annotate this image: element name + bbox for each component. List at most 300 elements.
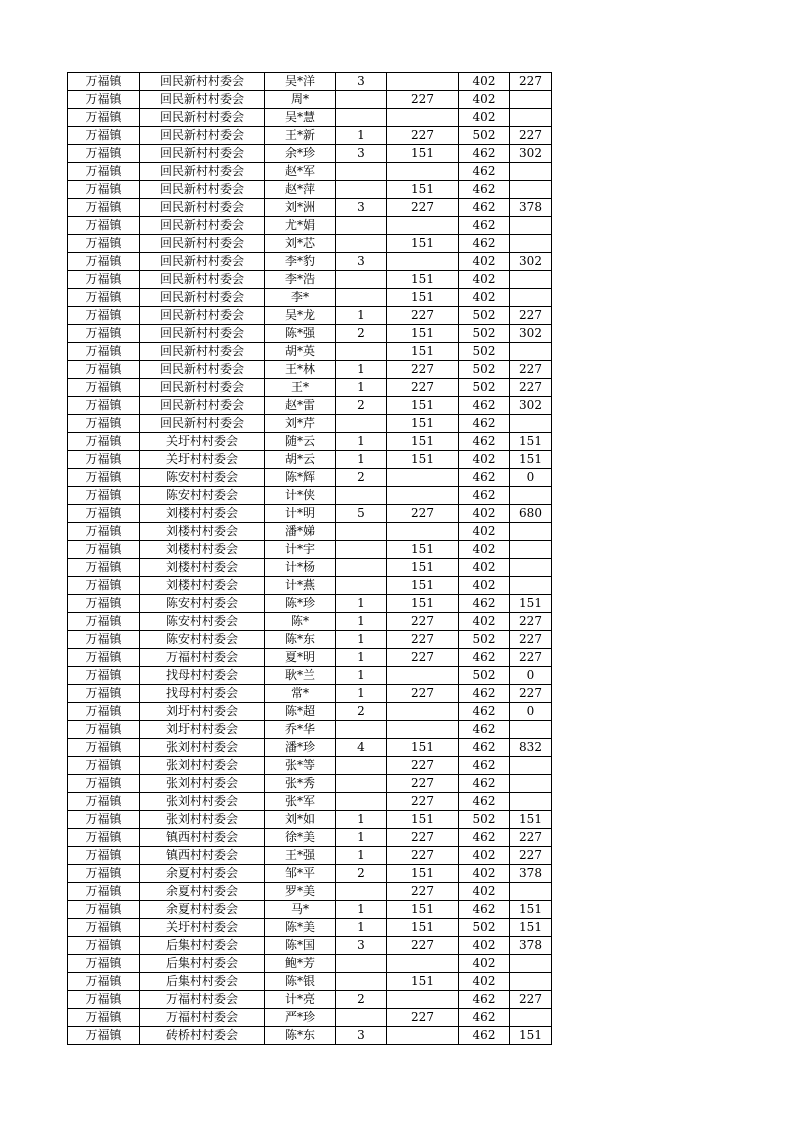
town-cell: 万福镇 xyxy=(68,883,140,901)
table-row xyxy=(68,199,552,217)
count-cell xyxy=(336,559,387,577)
amount-b-cell: 402 xyxy=(459,289,510,307)
name-cell: 吴*洋 xyxy=(265,73,336,91)
village-cell: 刘圩村村委会 xyxy=(140,703,265,721)
amount-c-cell: 227 xyxy=(510,307,552,325)
village-cell: 回民新村村委会 xyxy=(140,415,265,433)
name-cell: 计*杨 xyxy=(265,559,336,577)
table-row xyxy=(68,271,552,289)
data-table xyxy=(67,72,552,1045)
amount-c-cell xyxy=(510,559,552,577)
count-cell: 2 xyxy=(336,325,387,343)
amount-b-cell: 402 xyxy=(459,973,510,991)
town-cell: 万福镇 xyxy=(68,559,140,577)
village-cell: 回民新村村委会 xyxy=(140,199,265,217)
amount-a-cell xyxy=(387,523,459,541)
count-cell: 3 xyxy=(336,145,387,163)
town-cell: 万福镇 xyxy=(68,217,140,235)
name-cell: 潘*娣 xyxy=(265,523,336,541)
amount-a-cell: 151 xyxy=(387,181,459,199)
amount-c-cell xyxy=(510,289,552,307)
village-cell: 回民新村村委会 xyxy=(140,145,265,163)
name-cell: 王* xyxy=(265,379,336,397)
count-cell: 3 xyxy=(336,199,387,217)
village-cell: 找母村村委会 xyxy=(140,685,265,703)
name-cell: 耿*兰 xyxy=(265,667,336,685)
amount-c-cell: 151 xyxy=(510,595,552,613)
town-cell: 万福镇 xyxy=(68,541,140,559)
amount-b-cell: 402 xyxy=(459,523,510,541)
amount-b-cell: 402 xyxy=(459,505,510,523)
amount-a-cell xyxy=(387,991,459,1009)
count-cell xyxy=(336,289,387,307)
village-cell: 刘楼村村委会 xyxy=(140,577,265,595)
village-cell: 陈安村村委会 xyxy=(140,613,265,631)
amount-c-cell xyxy=(510,955,552,973)
amount-b-cell: 462 xyxy=(459,721,510,739)
table-row xyxy=(68,865,552,883)
village-cell: 回民新村村委会 xyxy=(140,163,265,181)
amount-a-cell: 227 xyxy=(387,775,459,793)
village-cell: 回民新村村委会 xyxy=(140,307,265,325)
amount-b-cell: 402 xyxy=(459,253,510,271)
table-row xyxy=(68,163,552,181)
village-cell: 镇西村村委会 xyxy=(140,829,265,847)
name-cell: 计*燕 xyxy=(265,577,336,595)
amount-a-cell: 227 xyxy=(387,127,459,145)
town-cell: 万福镇 xyxy=(68,181,140,199)
count-cell: 1 xyxy=(336,631,387,649)
amount-b-cell: 402 xyxy=(459,865,510,883)
count-cell xyxy=(336,217,387,235)
table-row xyxy=(68,469,552,487)
table-row xyxy=(68,937,552,955)
count-cell: 1 xyxy=(336,919,387,937)
town-cell: 万福镇 xyxy=(68,793,140,811)
table-row xyxy=(68,577,552,595)
amount-b-cell: 402 xyxy=(459,955,510,973)
village-cell: 余夏村村委会 xyxy=(140,883,265,901)
count-cell: 3 xyxy=(336,1027,387,1045)
table-row xyxy=(68,667,552,685)
amount-c-cell: 151 xyxy=(510,901,552,919)
count-cell: 1 xyxy=(336,379,387,397)
town-cell: 万福镇 xyxy=(68,631,140,649)
amount-c-cell: 0 xyxy=(510,703,552,721)
amount-b-cell: 462 xyxy=(459,685,510,703)
table-row xyxy=(68,991,552,1009)
name-cell: 计*侠 xyxy=(265,487,336,505)
amount-a-cell: 151 xyxy=(387,541,459,559)
village-cell: 回民新村村委会 xyxy=(140,217,265,235)
count-cell: 3 xyxy=(336,73,387,91)
table-row xyxy=(68,415,552,433)
amount-a-cell xyxy=(387,703,459,721)
name-cell: 徐*美 xyxy=(265,829,336,847)
town-cell: 万福镇 xyxy=(68,235,140,253)
count-cell xyxy=(336,235,387,253)
amount-b-cell: 462 xyxy=(459,487,510,505)
count-cell: 5 xyxy=(336,505,387,523)
count-cell xyxy=(336,523,387,541)
name-cell: 李*浩 xyxy=(265,271,336,289)
name-cell: 陈*辉 xyxy=(265,469,336,487)
amount-c-cell: 227 xyxy=(510,361,552,379)
amount-b-cell: 462 xyxy=(459,1009,510,1027)
village-cell: 回民新村村委会 xyxy=(140,325,265,343)
table-row xyxy=(68,361,552,379)
table-row xyxy=(68,397,552,415)
table-row xyxy=(68,91,552,109)
table-row xyxy=(68,631,552,649)
village-cell: 后集村村委会 xyxy=(140,973,265,991)
name-cell: 罗*美 xyxy=(265,883,336,901)
count-cell: 1 xyxy=(336,649,387,667)
amount-c-cell xyxy=(510,343,552,361)
count-cell xyxy=(336,181,387,199)
amount-b-cell: 462 xyxy=(459,703,510,721)
amount-c-cell xyxy=(510,235,552,253)
name-cell: 王*强 xyxy=(265,847,336,865)
town-cell: 万福镇 xyxy=(68,775,140,793)
table-row xyxy=(68,775,552,793)
amount-b-cell: 502 xyxy=(459,919,510,937)
amount-a-cell: 151 xyxy=(387,325,459,343)
amount-c-cell xyxy=(510,577,552,595)
amount-a-cell: 227 xyxy=(387,847,459,865)
amount-a-cell: 151 xyxy=(387,235,459,253)
amount-a-cell: 227 xyxy=(387,757,459,775)
amount-b-cell: 402 xyxy=(459,451,510,469)
town-cell: 万福镇 xyxy=(68,865,140,883)
amount-b-cell: 402 xyxy=(459,883,510,901)
amount-a-cell: 227 xyxy=(387,505,459,523)
table-row xyxy=(68,613,552,631)
name-cell: 胡*英 xyxy=(265,343,336,361)
amount-a-cell xyxy=(387,667,459,685)
name-cell: 吴*慧 xyxy=(265,109,336,127)
count-cell xyxy=(336,343,387,361)
count-cell xyxy=(336,271,387,289)
amount-c-cell: 151 xyxy=(510,1027,552,1045)
village-cell: 回民新村村委会 xyxy=(140,379,265,397)
count-cell xyxy=(336,973,387,991)
table-row xyxy=(68,973,552,991)
name-cell: 李* xyxy=(265,289,336,307)
village-cell: 回民新村村委会 xyxy=(140,361,265,379)
table-row xyxy=(68,379,552,397)
town-cell: 万福镇 xyxy=(68,523,140,541)
amount-a-cell: 151 xyxy=(387,973,459,991)
amount-a-cell: 151 xyxy=(387,901,459,919)
village-cell: 回民新村村委会 xyxy=(140,343,265,361)
village-cell: 刘楼村村委会 xyxy=(140,541,265,559)
table-row xyxy=(68,901,552,919)
count-cell: 1 xyxy=(336,667,387,685)
town-cell: 万福镇 xyxy=(68,145,140,163)
count-cell: 4 xyxy=(336,739,387,757)
amount-b-cell: 402 xyxy=(459,73,510,91)
village-cell: 回民新村村委会 xyxy=(140,181,265,199)
amount-c-cell xyxy=(510,793,552,811)
name-cell: 陈*东 xyxy=(265,1027,336,1045)
name-cell: 刘*如 xyxy=(265,811,336,829)
village-cell: 回民新村村委会 xyxy=(140,397,265,415)
village-cell: 万福村村委会 xyxy=(140,1009,265,1027)
town-cell: 万福镇 xyxy=(68,325,140,343)
amount-b-cell: 462 xyxy=(459,217,510,235)
village-cell: 张刘村村委会 xyxy=(140,811,265,829)
name-cell: 刘*芯 xyxy=(265,235,336,253)
amount-c-cell: 378 xyxy=(510,865,552,883)
village-cell: 陈安村村委会 xyxy=(140,631,265,649)
count-cell: 3 xyxy=(336,937,387,955)
amount-a-cell: 227 xyxy=(387,307,459,325)
town-cell: 万福镇 xyxy=(68,1009,140,1027)
amount-b-cell: 502 xyxy=(459,667,510,685)
amount-a-cell xyxy=(387,217,459,235)
amount-a-cell: 227 xyxy=(387,361,459,379)
amount-c-cell: 227 xyxy=(510,631,552,649)
name-cell: 张*秀 xyxy=(265,775,336,793)
village-cell: 找母村村委会 xyxy=(140,667,265,685)
amount-b-cell: 402 xyxy=(459,847,510,865)
amount-a-cell: 151 xyxy=(387,271,459,289)
amount-c-cell: 227 xyxy=(510,847,552,865)
amount-c-cell xyxy=(510,217,552,235)
table-row xyxy=(68,541,552,559)
table-row xyxy=(68,919,552,937)
village-cell: 后集村村委会 xyxy=(140,937,265,955)
village-cell: 回民新村村委会 xyxy=(140,289,265,307)
name-cell: 陈*美 xyxy=(265,919,336,937)
town-cell: 万福镇 xyxy=(68,739,140,757)
village-cell: 后集村村委会 xyxy=(140,955,265,973)
count-cell: 2 xyxy=(336,703,387,721)
amount-b-cell: 462 xyxy=(459,397,510,415)
count-cell xyxy=(336,775,387,793)
amount-a-cell xyxy=(387,109,459,127)
village-cell: 关圩村村委会 xyxy=(140,919,265,937)
count-cell: 1 xyxy=(336,901,387,919)
town-cell: 万福镇 xyxy=(68,433,140,451)
count-cell xyxy=(336,487,387,505)
amount-b-cell: 402 xyxy=(459,541,510,559)
town-cell: 万福镇 xyxy=(68,163,140,181)
town-cell: 万福镇 xyxy=(68,379,140,397)
amount-a-cell: 227 xyxy=(387,199,459,217)
amount-a-cell xyxy=(387,721,459,739)
count-cell xyxy=(336,757,387,775)
amount-c-cell: 0 xyxy=(510,469,552,487)
amount-a-cell: 227 xyxy=(387,829,459,847)
table-row xyxy=(68,955,552,973)
town-cell: 万福镇 xyxy=(68,829,140,847)
town-cell: 万福镇 xyxy=(68,109,140,127)
table-row xyxy=(68,595,552,613)
village-cell: 刘楼村村委会 xyxy=(140,523,265,541)
amount-b-cell: 462 xyxy=(459,415,510,433)
amount-c-cell: 227 xyxy=(510,991,552,1009)
table-row xyxy=(68,721,552,739)
amount-a-cell: 151 xyxy=(387,811,459,829)
amount-b-cell: 462 xyxy=(459,793,510,811)
count-cell: 1 xyxy=(336,811,387,829)
town-cell: 万福镇 xyxy=(68,919,140,937)
town-cell: 万福镇 xyxy=(68,361,140,379)
table-row xyxy=(68,1027,552,1045)
amount-b-cell: 462 xyxy=(459,1027,510,1045)
count-cell: 1 xyxy=(336,847,387,865)
name-cell: 赵*雷 xyxy=(265,397,336,415)
amount-c-cell xyxy=(510,181,552,199)
amount-b-cell: 462 xyxy=(459,991,510,1009)
table-row xyxy=(68,235,552,253)
town-cell: 万福镇 xyxy=(68,451,140,469)
name-cell: 尤*娟 xyxy=(265,217,336,235)
table-row xyxy=(68,145,552,163)
amount-a-cell: 151 xyxy=(387,451,459,469)
amount-c-cell: 302 xyxy=(510,145,552,163)
amount-c-cell xyxy=(510,523,552,541)
count-cell: 1 xyxy=(336,685,387,703)
name-cell: 吴*龙 xyxy=(265,307,336,325)
count-cell: 1 xyxy=(336,451,387,469)
amount-c-cell: 227 xyxy=(510,127,552,145)
amount-c-cell: 227 xyxy=(510,379,552,397)
amount-a-cell xyxy=(387,1027,459,1045)
town-cell: 万福镇 xyxy=(68,397,140,415)
village-cell: 回民新村村委会 xyxy=(140,271,265,289)
amount-a-cell: 151 xyxy=(387,919,459,937)
town-cell: 万福镇 xyxy=(68,505,140,523)
town-cell: 万福镇 xyxy=(68,415,140,433)
table-row xyxy=(68,847,552,865)
count-cell xyxy=(336,415,387,433)
town-cell: 万福镇 xyxy=(68,127,140,145)
amount-c-cell xyxy=(510,163,552,181)
amount-a-cell: 151 xyxy=(387,433,459,451)
amount-b-cell: 502 xyxy=(459,379,510,397)
amount-c-cell: 378 xyxy=(510,199,552,217)
town-cell: 万福镇 xyxy=(68,685,140,703)
village-cell: 刘楼村村委会 xyxy=(140,505,265,523)
count-cell: 1 xyxy=(336,361,387,379)
amount-a-cell: 227 xyxy=(387,937,459,955)
town-cell: 万福镇 xyxy=(68,199,140,217)
count-cell xyxy=(336,1009,387,1027)
town-cell: 万福镇 xyxy=(68,1027,140,1045)
name-cell: 鲍*芳 xyxy=(265,955,336,973)
name-cell: 邹*平 xyxy=(265,865,336,883)
amount-b-cell: 402 xyxy=(459,613,510,631)
name-cell: 夏*明 xyxy=(265,649,336,667)
amount-b-cell: 462 xyxy=(459,163,510,181)
amount-a-cell xyxy=(387,469,459,487)
amount-a-cell: 227 xyxy=(387,685,459,703)
name-cell: 刘*芹 xyxy=(265,415,336,433)
amount-c-cell: 151 xyxy=(510,451,552,469)
amount-c-cell: 151 xyxy=(510,433,552,451)
count-cell: 3 xyxy=(336,253,387,271)
table-row xyxy=(68,289,552,307)
name-cell: 陈*超 xyxy=(265,703,336,721)
table-row xyxy=(68,451,552,469)
amount-a-cell: 227 xyxy=(387,91,459,109)
table-row xyxy=(68,757,552,775)
name-cell: 王*林 xyxy=(265,361,336,379)
town-cell: 万福镇 xyxy=(68,73,140,91)
village-cell: 张刘村村委会 xyxy=(140,757,265,775)
amount-c-cell xyxy=(510,487,552,505)
amount-b-cell: 402 xyxy=(459,109,510,127)
name-cell: 严*珍 xyxy=(265,1009,336,1027)
town-cell: 万福镇 xyxy=(68,991,140,1009)
town-cell: 万福镇 xyxy=(68,487,140,505)
table-row xyxy=(68,73,552,91)
name-cell: 陈*国 xyxy=(265,937,336,955)
village-cell: 张刘村村委会 xyxy=(140,775,265,793)
table-row xyxy=(68,109,552,127)
amount-a-cell: 151 xyxy=(387,415,459,433)
name-cell: 常* xyxy=(265,685,336,703)
name-cell: 计*宇 xyxy=(265,541,336,559)
name-cell: 赵*萍 xyxy=(265,181,336,199)
town-cell: 万福镇 xyxy=(68,955,140,973)
amount-b-cell: 462 xyxy=(459,775,510,793)
count-cell xyxy=(336,91,387,109)
village-cell: 刘楼村村委会 xyxy=(140,559,265,577)
amount-b-cell: 402 xyxy=(459,271,510,289)
amount-b-cell: 462 xyxy=(459,595,510,613)
name-cell: 刘*洲 xyxy=(265,199,336,217)
count-cell: 2 xyxy=(336,991,387,1009)
amount-c-cell: 0 xyxy=(510,667,552,685)
village-cell: 回民新村村委会 xyxy=(140,73,265,91)
count-cell: 2 xyxy=(336,865,387,883)
amount-c-cell xyxy=(510,1009,552,1027)
name-cell: 余*珍 xyxy=(265,145,336,163)
town-cell: 万福镇 xyxy=(68,289,140,307)
count-cell xyxy=(336,721,387,739)
amount-c-cell xyxy=(510,271,552,289)
village-cell: 余夏村村委会 xyxy=(140,865,265,883)
amount-b-cell: 502 xyxy=(459,343,510,361)
village-cell: 回民新村村委会 xyxy=(140,91,265,109)
amount-a-cell: 151 xyxy=(387,397,459,415)
table-row xyxy=(68,487,552,505)
amount-a-cell: 227 xyxy=(387,649,459,667)
amount-c-cell xyxy=(510,757,552,775)
village-cell: 陈安村村委会 xyxy=(140,595,265,613)
town-cell: 万福镇 xyxy=(68,649,140,667)
count-cell: 2 xyxy=(336,469,387,487)
amount-c-cell xyxy=(510,541,552,559)
town-cell: 万福镇 xyxy=(68,667,140,685)
amount-b-cell: 402 xyxy=(459,559,510,577)
amount-c-cell: 302 xyxy=(510,325,552,343)
count-cell xyxy=(336,793,387,811)
amount-b-cell: 502 xyxy=(459,127,510,145)
village-cell: 回民新村村委会 xyxy=(140,253,265,271)
amount-b-cell: 502 xyxy=(459,811,510,829)
amount-b-cell: 502 xyxy=(459,307,510,325)
name-cell: 计*亮 xyxy=(265,991,336,1009)
count-cell xyxy=(336,955,387,973)
amount-c-cell xyxy=(510,415,552,433)
table-body xyxy=(68,73,552,1045)
amount-a-cell: 227 xyxy=(387,631,459,649)
